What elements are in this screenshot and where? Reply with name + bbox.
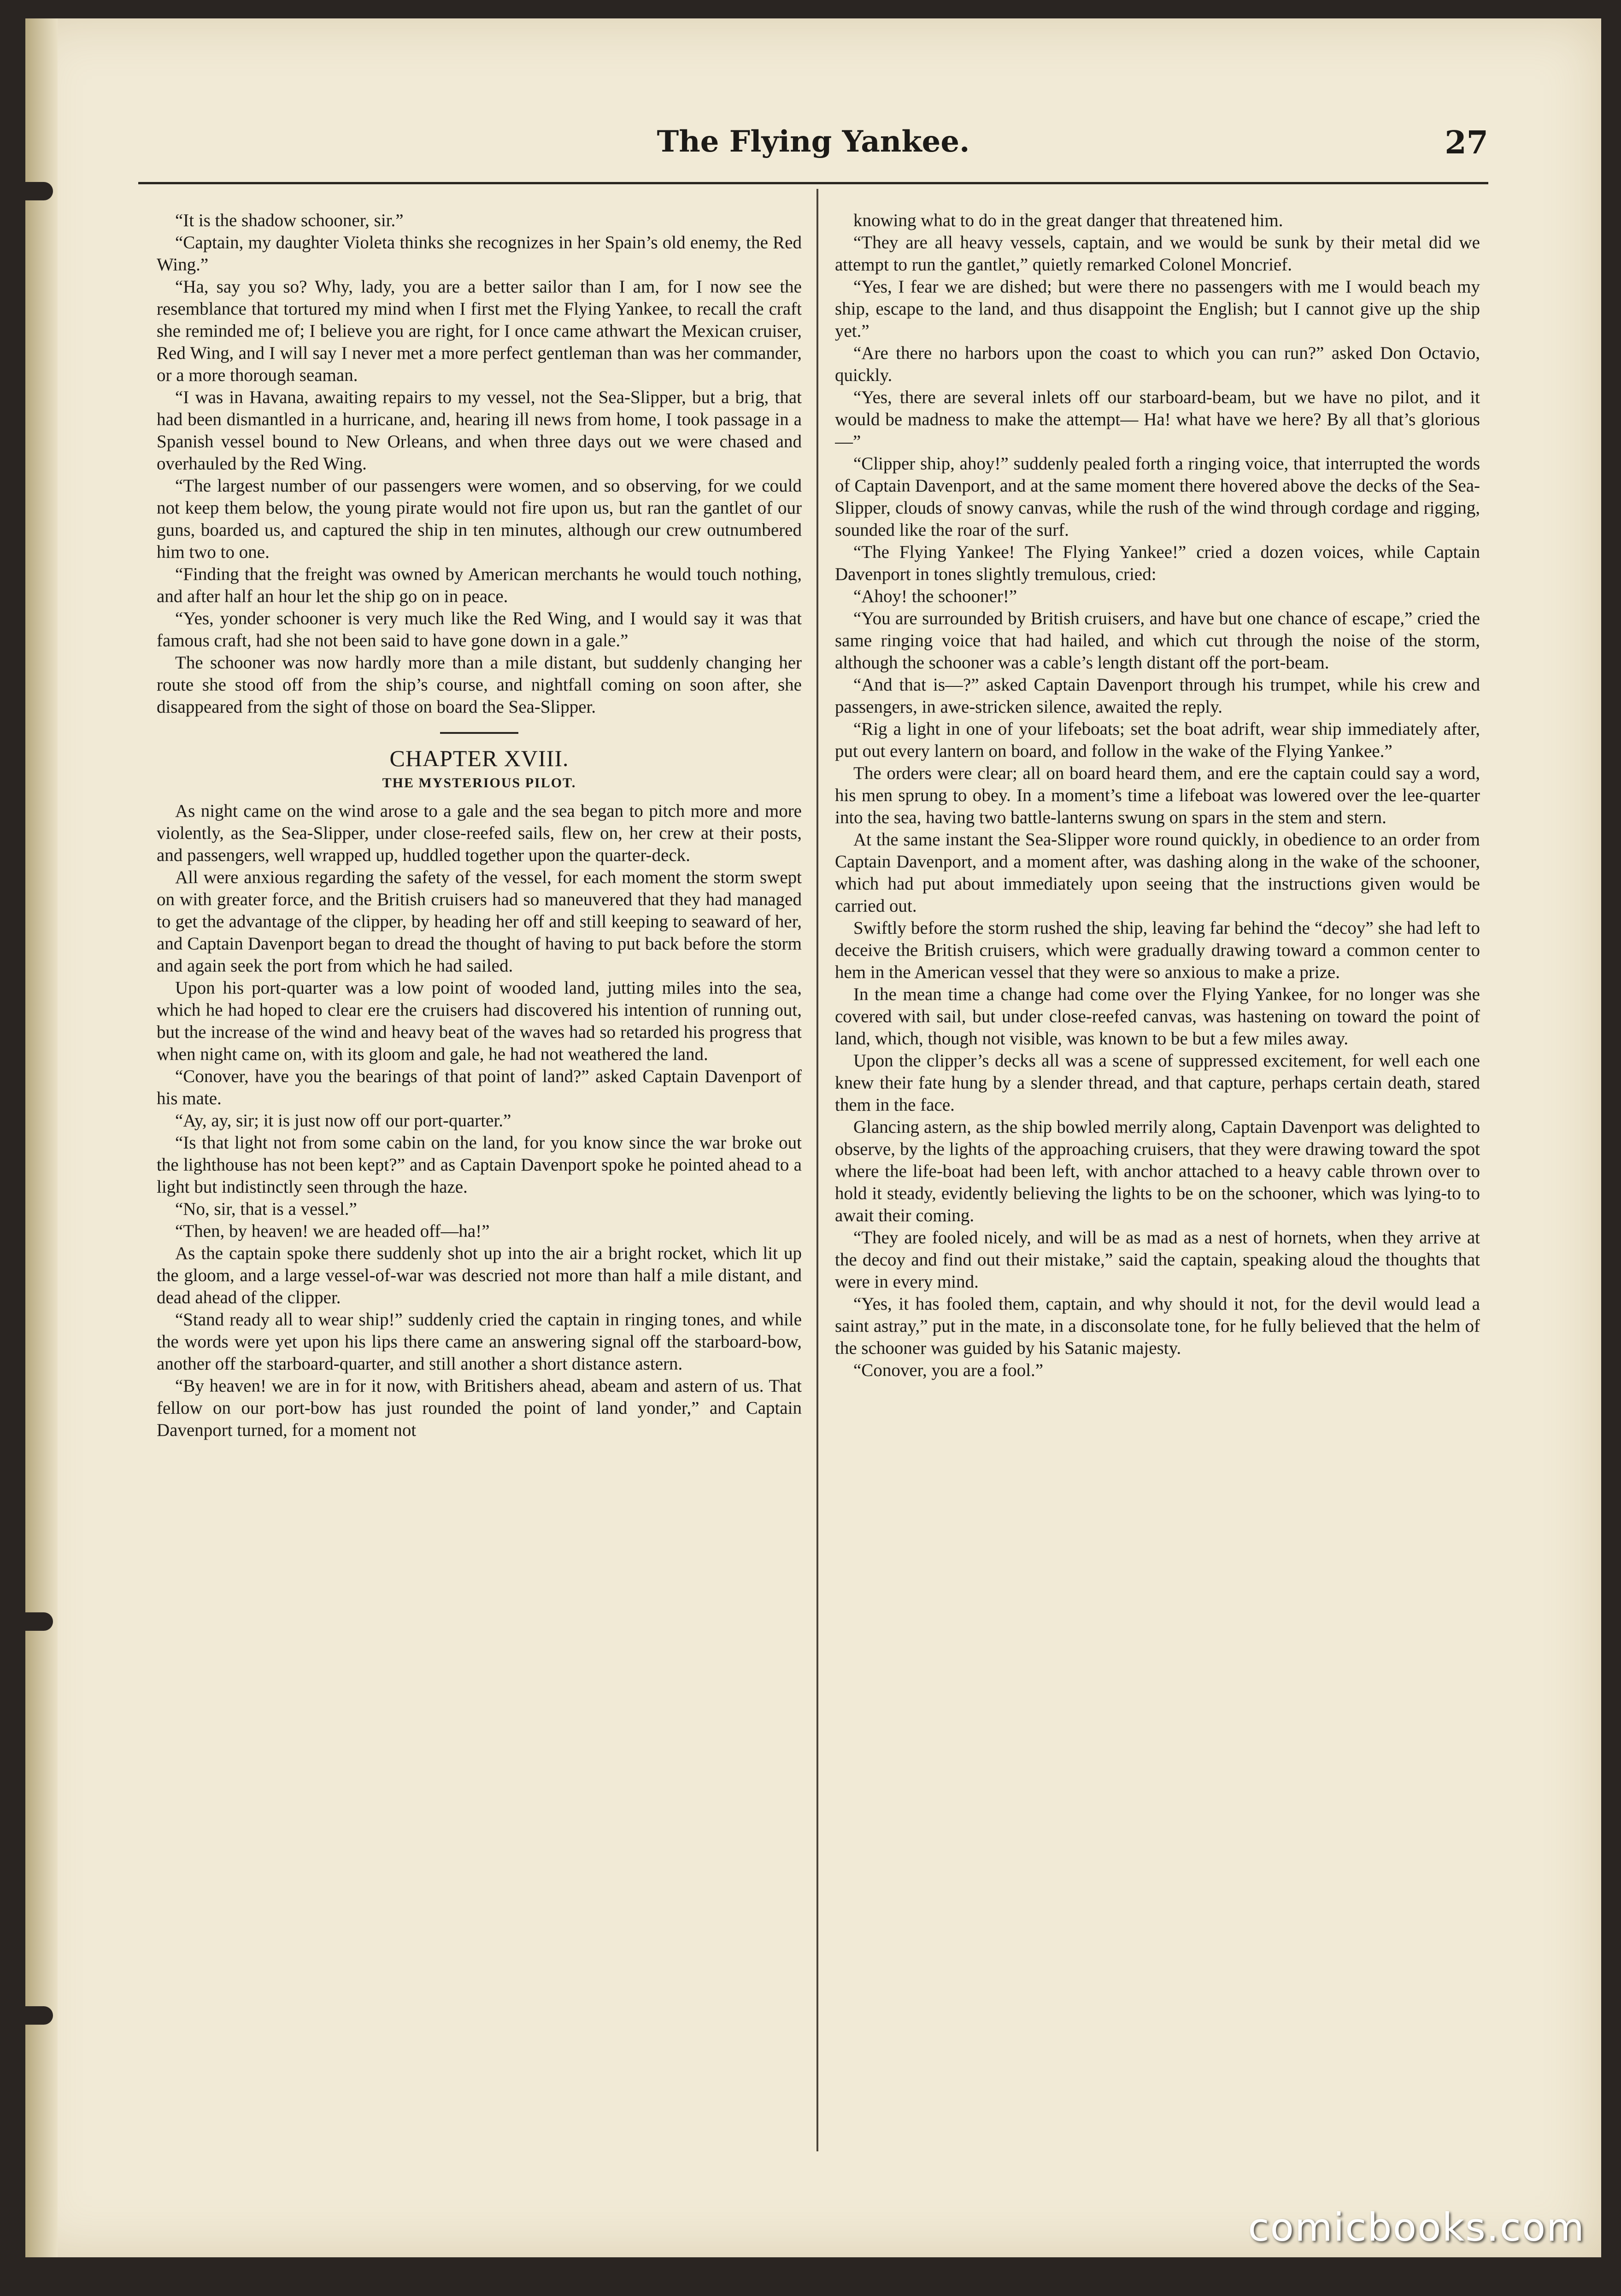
paragraph: “Finding that the freight was owned by American merchants he would touch nothing, and after half an hour let the ship go on in peace. — [157, 564, 802, 606]
paragraph: “Yes, I fear we are dished; but were there no passengers with me I would beach my ship, escape to the land, and thus disappoint the English; but I cannot give up the ship yet.” — [835, 277, 1480, 341]
paragraph: “Are there no harbors upon the coast to which you can run?” asked Don Octavio, quickly. — [835, 343, 1480, 385]
paragraph: knowing what to do in the great danger that threatened him. — [853, 211, 1283, 230]
chapter-subtitle: THE MYSTERIOUS PILOT. — [382, 775, 576, 791]
paragraph: Glancing astern, as the ship bowled merrily along, Captain Davenport was delighted to observe, by the lights of the approaching cruisers, that they were drawing toward the spot where the life-boat had been left, with anchor attached to a heavy cable thrown over to hold it steady, evidently believing the lights to be on the schooner, which was lying-to to await their coming. — [835, 1117, 1480, 1225]
paragraph: “It is the shadow schooner, sir.” — [175, 211, 404, 230]
paragraph: The orders were clear; all on board heard them, and ere the captain could say a word, his men sprung to obey. In a moment’s time a lifeboat was lowered over the lee-quarter into the sea, having two battle-lanterns swung on spars in the stem and stern. — [835, 763, 1480, 827]
paragraph: “Yes, it has fooled them, captain, and why should it not, for the devil would lead a saint astray,” put in the mate, in a disconsolate tone, for he fully believed that the helm of the schooner was guided by his Satanic majesty. — [835, 1294, 1480, 1358]
paragraph: “Yes, there are several inlets off our starboard-beam, but we have no pilot, and it would be madness to make the attempt— Ha! what have we here? By all that’s glorious—” — [835, 387, 1480, 451]
paragraph: As night came on the wind arose to a gale and the sea began to pitch more and more violently, as the Sea-Slipper, under close-reefed sails, flew on, her crew at their posts, and passengers, well wrapped up, huddled together upon the quarter-deck. — [157, 801, 802, 865]
paragraph: “They are all heavy vessels, captain, and we would be sunk by their metal did we attempt to run the gantlet,” quietly remarked Colonel Moncrief. — [835, 233, 1480, 275]
paragraph: “Ha, say you so? Why, lady, you are a better sailor than I am, for I now see the resemblance that tortured my mind when I first met the Flying Yankee, to recall the craft she reminded me of; I believe you are right, for I once came athwart the Mexican cruiser, Red Wing, and I will say I never met a more perfect gentleman than was her commander, or a more thorough seaman. — [157, 277, 802, 385]
left-column — [157, 210, 802, 2211]
paragraph: “Stand ready all to wear ship!” suddenly cried the captain in ringing tones, and while the words were yet upon his lips there came an answering signal off the starboard-bow, another off the starboard-quarter, and still another a short distance astern. — [157, 1310, 802, 1374]
page-spine — [25, 18, 58, 2257]
paragraph: “Conover, you are a fool.” — [853, 1360, 1044, 1380]
chapter-title: CHAPTER XVIII. — [389, 745, 569, 771]
paragraph: In the mean time a change had come over the Flying Yankee, for no longer was she covered with sail, but under close-reefed canvas, was hastening on toward the point of land, which, though not visible, was known to be but a few miles away. — [835, 984, 1480, 1048]
paragraph: “You are surrounded by British cruisers, and have but one chance of escape,” cried the same ringing voice that had hailed, and which cut through the noise of the storm, although the schooner was a cable’s length distant off the port-beam. — [835, 609, 1480, 673]
paragraph: “They are fooled nicely, and will be as mad as a nest of hornets, when they arrive at the decoy and find out their mistake,” said the captain, speaking aloud the thoughts that were in every mind. — [835, 1228, 1480, 1292]
paragraph: “No, sir, that is a vessel.” — [175, 1199, 357, 1219]
site-watermark: comicbooks.com — [1248, 2205, 1585, 2250]
paragraph: “The Flying Yankee! The Flying Yankee!” cried a dozen voices, while Captain Davenport in tones slightly tremulous, cried: — [835, 542, 1480, 584]
left-column-chapter-text — [157, 800, 802, 1441]
paragraph: As the captain spoke there suddenly shot up into the air a bright rocket, which lit up the gloom, and a large vessel-of-war was descried not more than half a mile distant, and dead ahead of the clipper. — [157, 1243, 802, 1307]
chapter-rule — [440, 732, 518, 734]
paragraph: “Ahoy! the schooner!” — [853, 586, 1017, 606]
paragraph: “I was in Havana, awaiting repairs to my vessel, not the Sea-Slipper, but a brig, that had been dismantled in a hurricane, and, hearing ill news from home, I took passage in a Spanish vessel bound to New Orleans, and when three days out we were chased and overhauled by the Red Wing. — [157, 387, 802, 474]
paragraph: “Yes, yonder schooner is very much like the Red Wing, and I would say it was that famous craft, had she not been said to have gone down in a gale.” — [157, 609, 802, 650]
right-column — [835, 210, 1480, 2211]
paragraph: “Conover, have you the bearings of that point of land?” asked Captain Davenport of his mate. — [157, 1066, 802, 1108]
column-divider — [816, 189, 818, 2151]
paragraph: “And that is—?” asked Captain Davenport through his trumpet, while his crew and passengers, in awe-stricken silence, awaited the reply. — [835, 675, 1480, 717]
paragraph: All were anxious regarding the safety of the vessel, for each moment the storm swept on with greater force, and the British cruisers had so maneuvered that they had managed to get the advantage of the clipper, by heading her off and still keeping to seaward of her, and Captain Davenport began to dread the thought of having to put back before the storm and again seek the port from which he had sailed. — [157, 867, 802, 976]
paragraph: “The largest number of our passengers were women, and so observing, for we could not keep them below, the young pirate would not fire upon us, but ran the gantlet of our guns, boarded us, and captured the ship in ten minutes, although our crew outnumbered him two to one. — [157, 476, 802, 562]
staple-hole — [25, 2006, 53, 2025]
paragraph: “Clipper ship, ahoy!” suddenly pealed forth a ringing voice, that interrupted the words of Captain Davenport, and at the same moment there hovered above the decks of the Sea-Slipper, clouds of snowy canvas, while the rush of the wind through cordage and rigging, sounded like the roar of the surf. — [835, 454, 1480, 540]
left-column-text — [157, 210, 802, 718]
paragraph: The schooner was now hardly more than a mile distant, but suddenly changing her route she stood off from the ship’s course, and nightfall coming on soon after, she disappeared from the sight of those on board the Sea-Slipper. — [157, 653, 802, 717]
staple-hole — [25, 1612, 53, 1631]
paragraph: “Then, by heaven! we are headed off—ha!” — [175, 1221, 490, 1241]
paragraph: “Rig a light in one of your lifeboats; set the boat adrift, wear ship immediately after, put out every lantern on board, and follow in the wake of the Flying Yankee.” — [835, 719, 1480, 761]
page-header — [138, 124, 1488, 175]
header-rule — [138, 182, 1488, 184]
paragraph: “By heaven! we are in for it now, with Britishers ahead, abeam and astern of us. That fellow on our port-bow has just rounded the point of land yonder,” and Captain Davenport turned, for a moment not — [157, 1376, 802, 1440]
paragraph: Upon his port-quarter was a low point of wooded land, jutting miles into the sea, which he had hoped to clear ere the cruisers had discovered his intention of running out, but the increase of the wind and heavy beat of the waves had so retarded his progress that when night came on, with its gloom and gale, he had not weathered the land. — [157, 978, 802, 1064]
paragraph: At the same instant the Sea-Slipper wore round quickly, in obedience to an order from Captain Davenport, and a moment after, was dashing along in the wake of the schooner, which had put about immediately upon seeing that the instructions given would be carried out. — [835, 830, 1480, 916]
paragraph: “Captain, my daughter Violeta thinks she recognizes in her Spain’s old enemy, the Red Wing.” — [157, 233, 802, 275]
paragraph: Swiftly before the storm rushed the ship, leaving far behind the “decoy” she had left to deceive the British cruisers, which were gradually drawing toward a common center to hem in the American vessel that they were so anxious to make a prize. — [835, 918, 1480, 982]
paragraph: Upon the clipper’s decks all was a scene of suppressed excitement, for well each one knew their fate hung by a slender thread, and that capture, perhaps certain death, stared them in the face. — [835, 1051, 1480, 1115]
paragraph: “Is that light not from some cabin on the land, for you know since the war broke out the lighthouse has not been kept?” and as Captain Davenport spoke he pointed ahead to a light but indistinctly seen through the haze. — [157, 1133, 802, 1197]
running-title: The Flying Yankee. — [657, 124, 970, 159]
staple-hole — [25, 182, 53, 200]
page-number: 27 — [1445, 124, 1488, 161]
chapter-heading — [157, 732, 802, 794]
paragraph: “Ay, ay, sir; it is just now off our port-quarter.” — [175, 1111, 511, 1130]
right-column-text — [835, 210, 1480, 1382]
